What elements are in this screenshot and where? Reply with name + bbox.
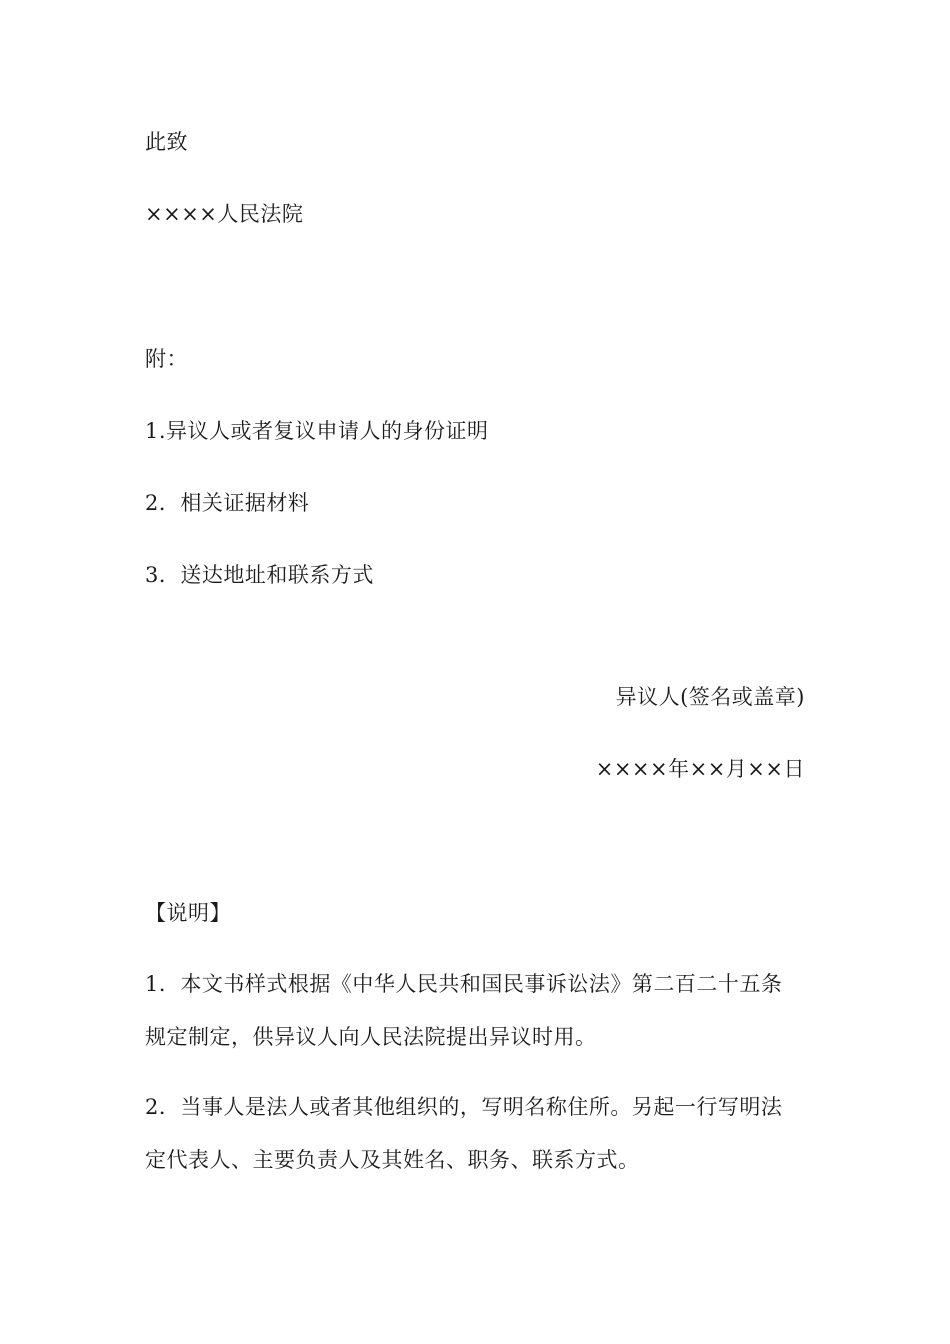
attachment-item-1: 1.异议人或者复议申请人的身份证明 [145, 419, 489, 443]
salutation: 此致 [145, 130, 188, 154]
date-line: ××××年××月××日 [595, 757, 805, 781]
note-2-line-2: 定代表人、主要负责人及其姓名、职务、联系方式。 [145, 1148, 640, 1172]
note-2-line-1: 2．当事人是法人或者其他组织的，写明名称住所。另起一行写明法 [145, 1095, 783, 1119]
attachment-item-3: 3．送达地址和联系方式 [145, 563, 374, 587]
note-1-line-2: 规定制定，供异议人向人民法院提出异议时用。 [145, 1025, 597, 1049]
attachments-heading: 附： [145, 347, 188, 371]
attachment-item-2: 2．相关证据材料 [145, 491, 310, 515]
note-1 [145, 958, 807, 1064]
note-2 [145, 1081, 807, 1187]
court-name: ××××人民法院 [145, 202, 304, 226]
note-1-line-1: 1．本文书样式根据《中华人民共和国民事诉讼法》第二百二十五条 [145, 972, 783, 996]
signer-line: 异议人(签名或盖章) [615, 685, 805, 709]
notes-heading: 【说明】 [145, 901, 231, 925]
